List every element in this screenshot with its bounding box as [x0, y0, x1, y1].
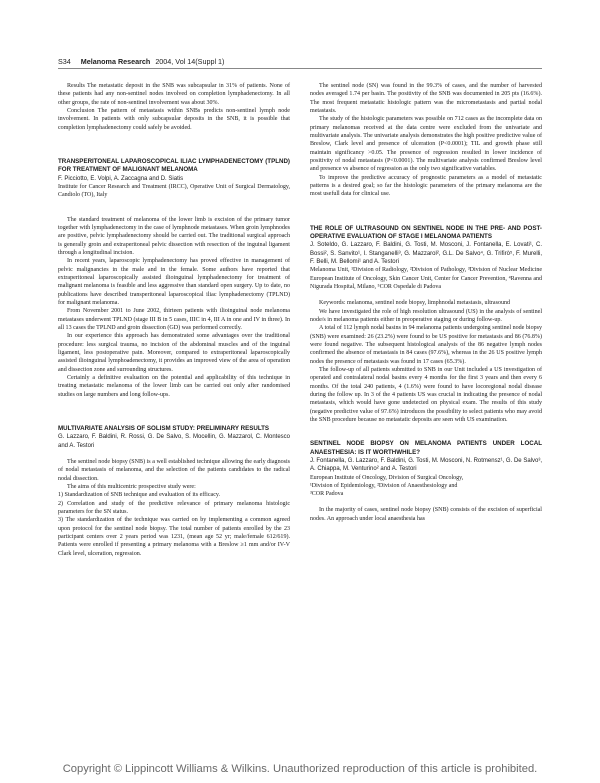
- abstract-affiliation-line: European Institute of Oncology, Division of Surgical Oncology,: [310, 474, 464, 481]
- journal-name: Melanoma Research: [80, 57, 151, 66]
- abstract-authors-tplnd: F. Picciotto, E. Volpi, A. Zaccagna and D. Siatis: [58, 175, 184, 182]
- abstract-title-tplnd: TRANSPERITONEAL LAPAROSCOPICAL ILIAC LYMPHADENECTOMY (TPLND) FOR TREATMENT OF MALIGNANT MELANOMA: [58, 158, 290, 174]
- prev-conclusion: Conclusion The pattern of metastasis within SNBs predicts non-sentinel lymph node involvement. In patients with only subcapsular deposits in the SNB, it is possible that completion lymphadenectomy could safely be avoided.: [58, 108, 290, 131]
- page-number: S34: [58, 57, 71, 66]
- abstract-affiliation-line: ³COR Padova: [310, 491, 344, 498]
- local-anaesthesia-paragraph: In the majority of cases, sentinel node biopsy (SNB) consists of the excision of superficial nodes. An approach under local anaesthesia has: [310, 507, 542, 522]
- tplnd-paragraph: The standard treatment of melanoma of the lower limb is excision of the primary tumor together with lymphadenectomy in the case of lymphnode metastases. When groin lymphnodes are positive, pelvic lymphadenectomy should be carried out. The traditional surgical approach is generally groin and extraperitoneal pelvic dissection with resection of the inguinal ligament through a longitudinal incision.: [58, 216, 290, 256]
- solism-aim-3: 3) The standardization of the technique was carried on by implementing a common agreed upon protocol for the sentinel node biopsy. The total number of patients enrolled by the 23 participant centers over 2 years period was 1231, (mean age 52 yr; male/female 612/619). Patients were enrolled if presenting a primary melanoma with a Breslow ≥1 mm and/or IV-V Clark level, ulceration, regression.: [58, 517, 290, 557]
- abstract-title-local-anaesthesia: SENTINEL NODE BIOPSY ON MELANOMA PATIENTS UNDER LOCAL ANAESTHESIA: IS IT WORTHWHILE?: [310, 440, 542, 456]
- solism-paragraph: The aims of this multicentric prospective study were:: [67, 484, 196, 491]
- copyright-notice: Copyright © Lippincott Williams & Wilkins. Unauthorized reproduction of this article is prohibited.: [0, 759, 600, 783]
- left-column: [58, 82, 290, 558]
- right-column: [310, 82, 542, 523]
- abstract-affiliation-tplnd: Institute for Cancer Research and Treatment (IRCC), Operative Unit of Surgical Dermatology, Candiolo (TO), Italy: [58, 183, 290, 199]
- solism-aim-2: 2) Correlation and study of the predictive relevance of primary melanoma histologic parameters for the SN status.: [58, 500, 290, 516]
- ultrasound-keywords: Keywords: melanoma, sentinel node biopsy, limphnodal metastasis, ultrasound: [319, 300, 511, 307]
- abstract-title-ultrasound: THE ROLE OF ULTRASOUND ON SENTINEL NODE IN THE PRE- AND POST-OPERATIVE EVALUATION OF STAGE I MELANOMA PATIENTS: [310, 224, 542, 241]
- abstract-affiliation-line: ¹Division of Epidemiology, ²Division of Anaesthesiology and: [310, 482, 458, 489]
- abstract-title-solism: MULTIVARIATE ANALYSIS OF SOLISM STUDY: PRELIMINARY RESULTS: [58, 425, 270, 433]
- ultrasound-paragraph: The follow-up of all patients submitted to SNB in our Unit included a US investigation of operated and contralateral nodal basins every 4 months for the first 3 years and then every 6 months. Of the total 240 patients, 4 (1.6%) were found to have locoregional nodal disease during the follow up. In 3 of the 4 patients US was crucial in indicating the presence of nodal metastasis, which would have gone undetected on physical exam. The results of this study (negative predictive value of 97.6%) introduces the possibility to select patients who may avoid the SNB procedure because no metastatic deposits are seen with US examination.: [310, 366, 542, 423]
- solism-continued: The sentinel node (SN) was found in the 99.3% of cases, and the number of harvested nodes averaged 1.74 per basin. The positivity of the SNB was documented in 205 pts (16.6%). The most frequent metastatic histologic pattern was the micrometastasis and partial nodal metastasis.: [310, 83, 542, 115]
- ultrasound-paragraph: We have investigated the role of high resolution ultrasound (US) in the analysis of sentinel node/s in melanoma patients either in preoperative staging or during follow-up.: [310, 308, 542, 323]
- tplnd-paragraph: In our experience this approach has demonstrated some advantages over the traditional procedure: less surgical trauma, no incision of the abdominal muscles and of the inguinal ligament, less postoperative pain. Moreover, compared to extraperitoneal laparoscopically assisted ilioinguinal lymphoadenectomy, it provides an improved view of the area of operation and dissection zone and surrounding structures.: [58, 333, 290, 373]
- header-rule: [58, 68, 542, 69]
- tplnd-paragraph: Certainly a definitive evaluation on the potential and applicability of this technique in treating metastatic melanoma of the lower limb can be carried out only after randomised studies on large numbers and long follow-ups.: [58, 375, 290, 398]
- solism-continued: The study of the histologic parameters was possible on 712 cases as the incomplete data on primary melanomas received at the data centre were excluded from the univariate and multivariate analysis. The univariate analysis demonstrates the high positive predictive value of Breslow, Clark level and presence of ulceration (P<0.0001); TIL and growth phase still maintain significancy >0.05. The presence of regression resulted in lower incidence of positivity of nodal metastasis (P<0.0001). The multivariate analysis confirmed Breslow level and presence vs absence of regression as the only two significative variables.: [310, 116, 542, 173]
- abstract-affiliation-ultrasound: Melanoma Unit, ¹Division of Radiology, ²Division of Pathology, ³Division of Nuclear Medicine European Institute of Oncology, Skin Cancer Unit, Center for Cancer Prevention, ⁴Ravenna and Nigurada Hospital, Milano, ⁵COR Ospedale di Padova: [310, 267, 542, 290]
- solism-continued: To improve the predictive accuracy of prognostic parameters as a model of metastatic patterns is a desired goal; so far the histologic parameters of the primary melanoma are the most usefull data for clinical use.: [310, 174, 542, 198]
- ultrasound-paragraph: A total of 112 lymph nodal basins in 94 melanoma patients undergoing sentinel node biopsy (SNB) were examined: 26 (23.2%) were found to be US positive for metastasis and 86 (76.8%) were found negative. The subsequent histological analysis of the 86 negative lymph nodes confirmed the absence of metastasis in 84 cases (97.6%), whereas in the 26 US positive lymph nodes the presence of metastasis was found in 17 cases (65.3%).: [310, 325, 542, 365]
- journal-volume: 2004, Vol 14(Suppl 1): [155, 57, 225, 66]
- abstract-authors-ultrasound: J. Soteldo, G. Lazzaro, F. Baldini, G. Tosti, M. Mosconi, J. Fontanella, E. Lovati¹, C. Bossi², S. Sanvito¹, I. Stanganelli³, G. Mazzarol², G.L. De Salvo⁴, G. Trifirò⁵, F. Murelli, F. Belli, M. Bellomi¹ and A. Testori: [310, 242, 542, 265]
- tplnd-paragraph: From November 2001 to June 2002, thirteen patients with ilioinguinal node melanoma metastases underwent TPLND (stage III B in 5 cases, IIIC in 4, III A in one and IV in three). In all 13 cases the TPLND and groin dissection (GD) was performed correctly.: [58, 308, 290, 332]
- tplnd-paragraph: In recent years, laparoscopic lymphadenectomy has proved effective in management of pelvic malignancies in the male and in the female. Some authors have reported that extraperitoneal laparoscopically assisted ilioinguinal lymphadenectomy for treatment of malignant melanoma is feasible and less aggressive than standard open surgery. Up to date, no publications have described transperitoneal laparoscopical iliac lymphadenectomy (TPLND) for malignant melanoma.: [58, 258, 290, 306]
- prev-results: Results The metastatic deposit in the SNB was subcapsular in 31% of patients. None of these patients had any non-sentinel nodes involved on completion lymphadenectomy. In all other groups, the rate of non-sentinel involvement was about 30%.: [58, 83, 290, 106]
- solism-paragraph: The sentinel node biopsy (SNB) is a well established technique allowing the early diagnosis of nodal metastasis of melanoma, and the selection of the patients candidates to the radical nodal dissection.: [58, 459, 290, 482]
- solism-aim-1: 1) Standardization of SNB technique and evaluation of its efficacy.: [58, 492, 221, 499]
- page-header: [58, 57, 224, 66]
- abstract-authors-solism: G. Lazzaro, F. Baldini, R. Rossi, G. De Salvo, S. Mocellin, G. Mazzarol, C. Montesco and A. Testori: [58, 434, 290, 449]
- abstract-authors-local-anaesthesia: J. Fontanella, G. Lazzaro, F. Baldini, G. Tosti, M. Mosconi, N. Rotmensz¹, G. De Salvo³, A. Chiappa, M. Venturino² and A. Testori: [310, 457, 542, 473]
